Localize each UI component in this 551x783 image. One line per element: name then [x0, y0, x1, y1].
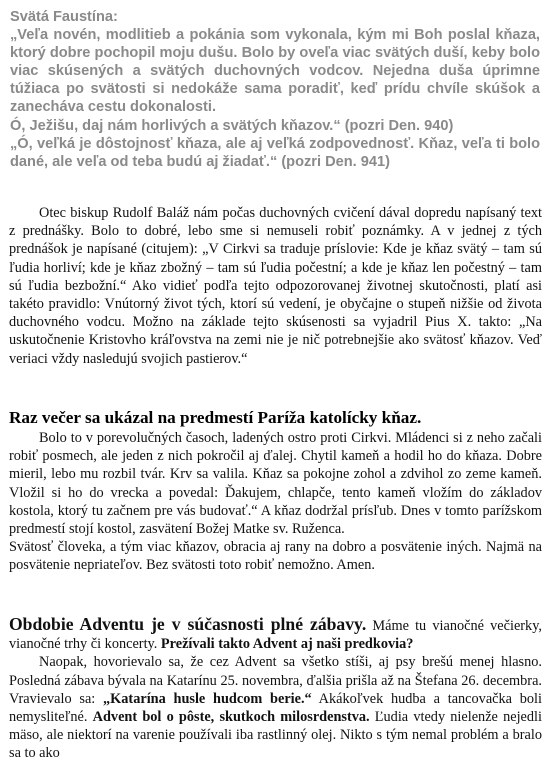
paris-section [9, 407, 542, 575]
advent-p2-mid: Akákoľvek hudba a tancovačka boli nemysliteľné. [9, 690, 542, 726]
quote-line-1: „Veľa novén, modlitieb a pokánia som vykonala, kým mi Boh poslal kňaza, ktorý dobre pochopil moju dušu. Bolo by oveľa viac svätých duší, keby bolo viac skúsených a svätých duchovných vodcov. Nejedna duša úprimne túžiaca po svätosti si nedokáže sama poradiť, keď prídu chvíle skúšok a zanecháva cestu dokonalosti. [10, 27, 540, 116]
intro-paragraph: Otec biskup Rudolf Baláž nám počas duchovných cvičení dával dopredu napísaný text z prednášky. Bolo to dobré, lebo sme si nemuseli robiť poznámky. A v jednej z tých prednášok je napísané (citujem): „V Cirkvi sa traduje príslovie: Kde je kňaz svätý – tam sú ľudia horliví; kde je kňaz zbožný – tam sú ľudia počestní; a kde je kňaz len počestný – tam sú ľudia bezbožní.“ Ako vidieť podľa tejto odpozorovanej životnej skutočnosti, platí asi takéto pravidlo: Vnútorný život tých, ktorí sú vedení, je obyčajne o stupeň nižšie od života duchovného vodcu. Možno na základe tejto skúsenosti sa vyjadril Pius X. takto: „Na uskutočnenie Kristovho kráľovstva na zemi nie je nič potrebnejšie ako svätosť kňazov. Veď veriaci vždy nasledujú svojich pastierov.“ [9, 205, 542, 367]
advent-question: Prežívali takto Advent aj naši predkovia? [160, 636, 414, 653]
faustina-quote [10, 8, 540, 171]
advent-saying: „Katarína husle hudcom berie.“ [103, 690, 312, 707]
quote-line-3: „Ó, veľká je dôstojnosť kňaza, ale aj veľká zodpovednosť. Kňaz, veľa ti bolo dané, ale veľa od teba budú aj žiadať.“ (pozri Den. 941) [10, 135, 540, 170]
paris-paragraph-1: Bolo to v porevolučných časoch, ladených ostro proti Cirkvi. Mládenci si z neho začali robiť posmech, ale jeden z nich pokročil aj ďalej. Chytil kameň a hodil ho do kňaza. Dobre mieril, lebo mu rozbil tvár. Krv sa valila. Kňaz sa pokojne zohol a zdvihol zo zeme kameň. Vložil si ho do vrecka a povedal: Ďakujem, chlapče, tento kameň vložím do základov kostola, ktorý tu začnem pre vás budovať.“ A kňaz dodržal prísľub. Dnes v tomto parížskom predmestí stojí kostol, zasvätení Božej Matke sv. Ruženca. [9, 430, 542, 538]
intro-section [9, 204, 542, 368]
paris-heading: Raz večer sa ukázal na predmestí Paríža katolícky kňaz. [9, 408, 422, 427]
advent-bold-end: Advent bol o pôste, skutkoch milosrdenstva. [92, 709, 370, 726]
quote-author: Svätá Faustína: [10, 9, 118, 25]
advent-paragraph-2 [9, 653, 542, 762]
paris-paragraph-2: Svätosť človeka, a tým viac kňazov, obracia aj rany na dobro a posvätenie iných. Najmä na posvätenie nepriateľov. Bez svätosti toto robiť nemožno. Amen. [9, 539, 542, 574]
advent-intro-text: Máme tu vianočné večierky, vianočné trhy či koncerty. [9, 618, 543, 653]
advent-heading: Obdobie Adventu je v súčasnosti plné zábavy. [9, 614, 367, 634]
advent-p2-end: Ľudia vtedy nielenže nejedli mäso, ale niektorí na varenie používali iba rastlinný olej. Nikto s tým nemal problém a bralo sa to ako [9, 709, 542, 762]
advent-p2-start: Naopak, hovorievalo sa, že cez Advent sa všetko stíši, aj psy brešú menej hlasno. Posledná zábava bývala na Katarínu 25. novembra, ďalšia prišla až na Štefana 26. decembra. Vravievalo sa: [9, 654, 542, 707]
quote-line-2: Ó, Ježišu, daj nám horlivých a svätých kňazov.“ (pozri Den. 940) [10, 117, 454, 134]
advent-paragraph-1 [9, 615, 542, 653]
advent-section [9, 615, 542, 763]
